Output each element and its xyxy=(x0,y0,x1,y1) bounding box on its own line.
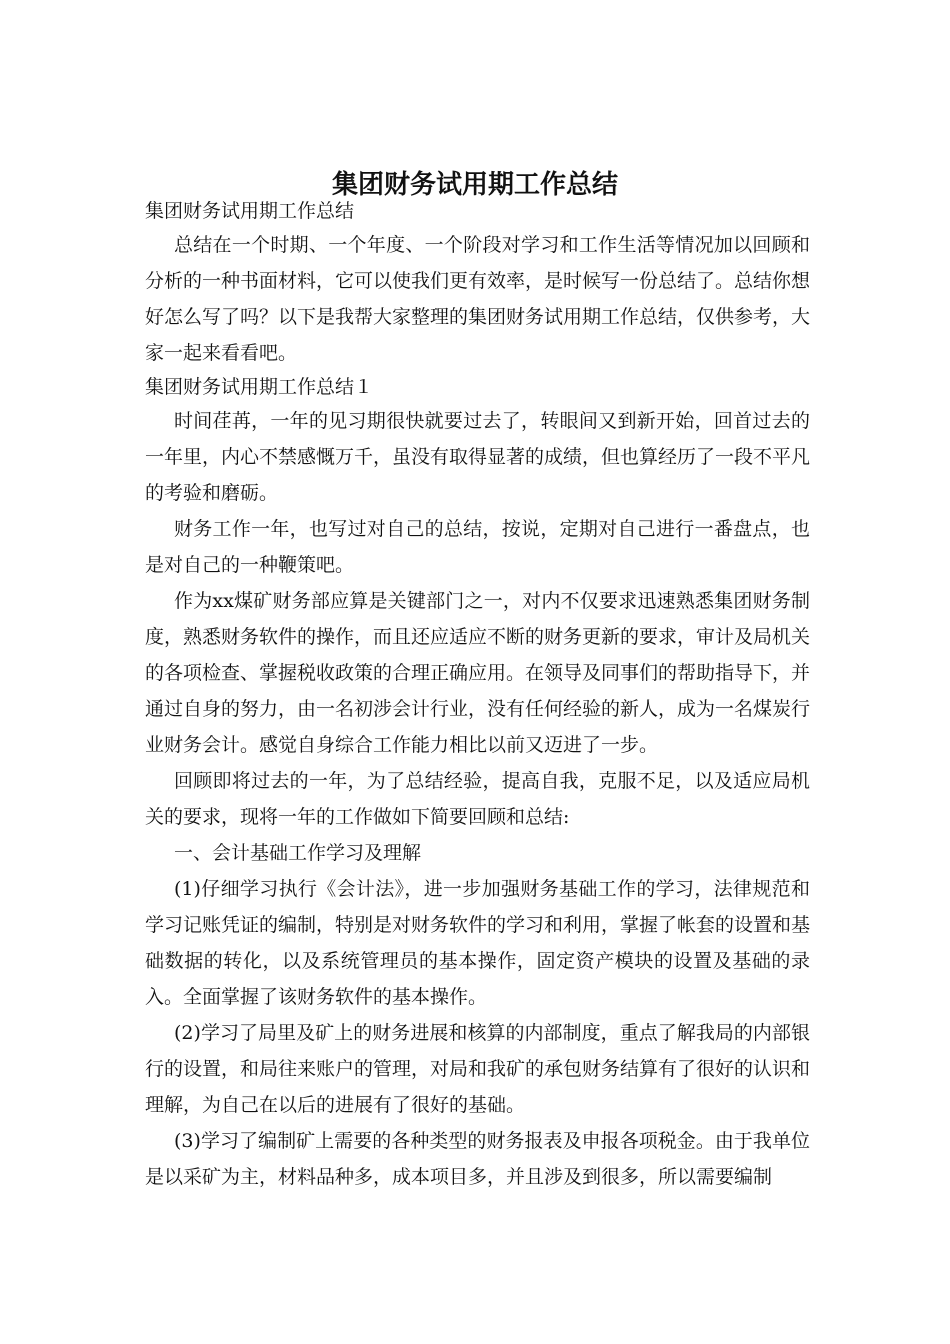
body-paragraph: 回顾即将过去的一年，为了总结经验，提高自我，克服不足，以及适应局机关的要求，现将一年的工作做如下简要回顾和总结: xyxy=(145,770,810,828)
intro-paragraph: 总结在一个时期、一个年度、一个阶段对学习和工作生活等情况加以回顾和分析的一种书面材料，它可以使我们更有效率，是时候写一份总结了。总结你想好怎么写了吗？以下是我帮大家整理的集团财务试用期工作总结，仅供参考，大家一起来看看吧。 xyxy=(145,234,811,364)
document-title: 集团财务试用期工作总结 xyxy=(331,170,618,201)
body-paragraph: 财务工作一年，也写过对自己的总结，按说，定期对自己进行一番盘点，也是对自己的一种鞭策吧。 xyxy=(145,518,810,576)
section-heading: 集团财务试用期工作总结１ xyxy=(145,376,374,398)
subsection-heading: 一、会计基础工作学习及理解 xyxy=(174,842,422,864)
body-paragraph: (2)学习了局里及矿上的财务进展和核算的内部制度，重点了解我局的内部银行的设置，和局往来账户的管理，对局和我矿的承包财务结算有了很好的认识和理解，为自己在以后的进展有了很好的基础。 xyxy=(145,1022,811,1116)
body-paragraph: (3)学习了编制矿上需要的各种类型的财务报表及申报各项税金。由于我单位是以采矿为主，材料品种多，成本项目多，并且涉及到很多，所以需要编制 xyxy=(145,1130,810,1188)
subtitle-paragraph: 集团财务试用期工作总结 xyxy=(145,200,355,222)
body-paragraph: 作为xx煤矿财务部应算是关键部门之一，对内不仅要求迅速熟悉集团财务制度，熟悉财务软件的操作，而且还应适应不断的财务更新的要求，审计及局机关的各项检查、掌握税收政策的合理正确应用。在领导及同事们的帮助指导下，并通过自身的努力，由一名初涉会计行业，没有任何经验的新人，成为一名煤炭行业财务会计。感觉自身综合工作能力相比以前又迈进了一步。 xyxy=(145,590,811,756)
document-body xyxy=(145,195,810,1195)
body-paragraph: 时间荏苒，一年的见习期很快就要过去了，转眼间又到新开始，回首过去的一年里，内心不禁感慨万千，虽没有取得显著的成绩，但也算经历了一段不平凡的考验和磨砺。 xyxy=(145,410,811,504)
body-paragraph: (1)仔细学习执行《会计法》，进一步加强财务基础工作的学习，法律规范和学习记账凭证的编制，特别是对财务软件的学习和利用，掌握了帐套的设置和基础数据的转化，以及系统管理员的基本操作，固定资产模块的设置及基础的录入。全面掌握了该财务软件的基本操作。 xyxy=(145,878,811,1008)
